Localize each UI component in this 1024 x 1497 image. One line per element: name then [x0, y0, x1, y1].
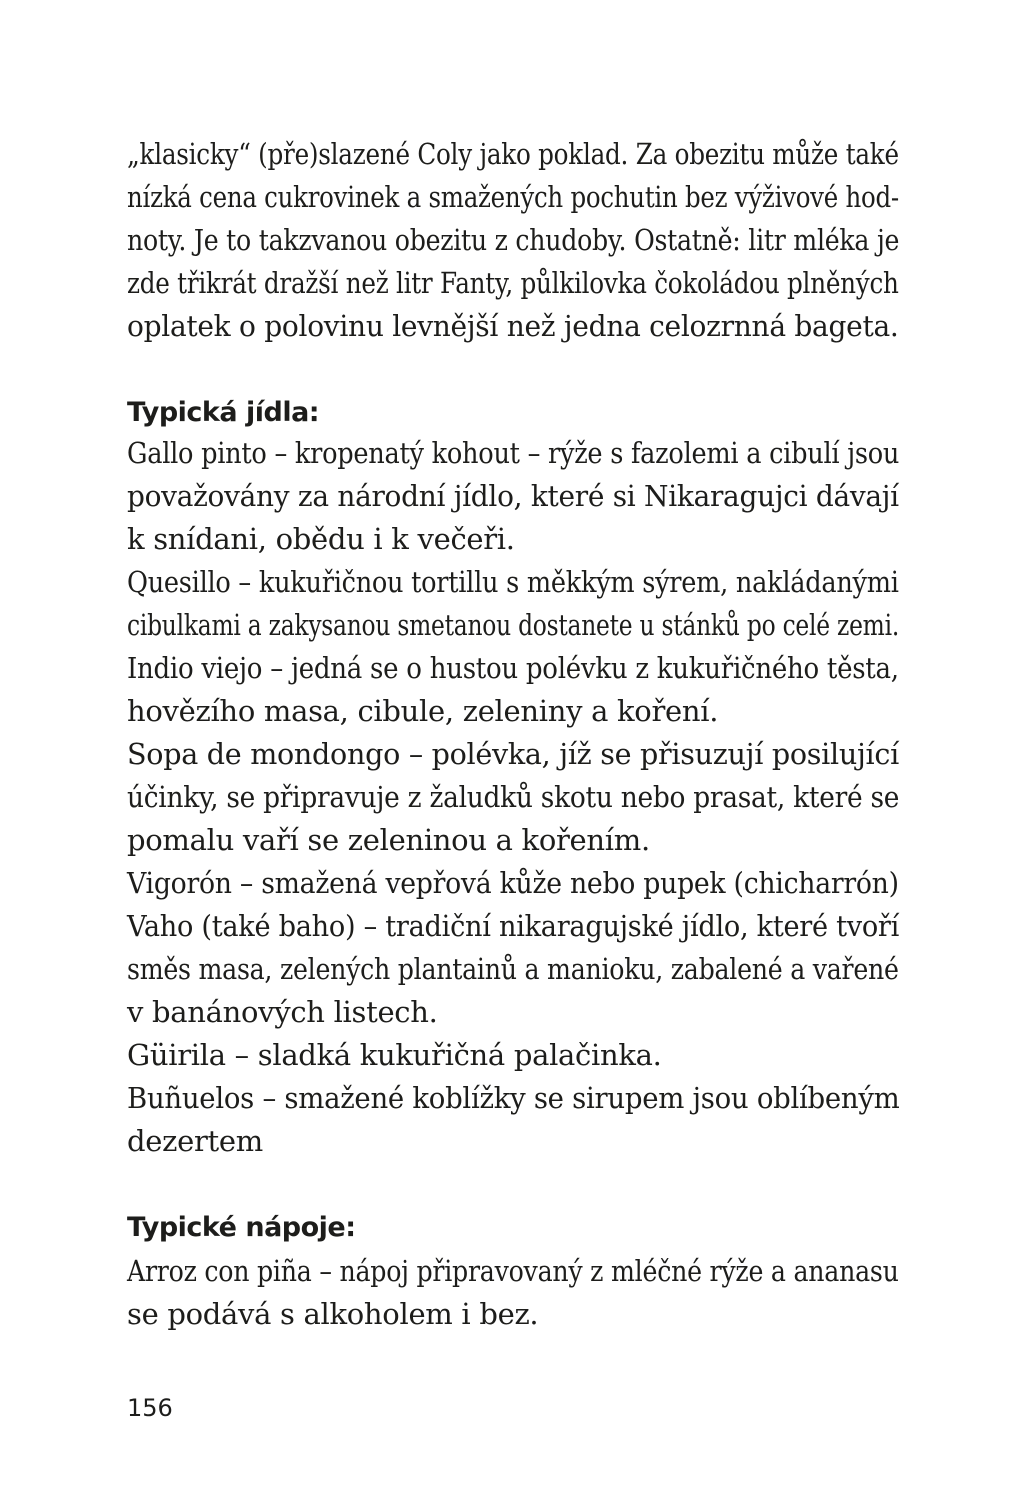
food-line: Vigorón – smažená vepřová kůže nebo pupek (chicharrón) [127, 866, 899, 900]
food-line: Buñuelos – smažené koblížky se sirupem jsou oblíbeným [127, 1081, 900, 1115]
food-line: Vaho (také baho) – tradiční nikaragujské jídlo, které tvoří [127, 909, 900, 943]
food-line: v banánových listech. [127, 995, 438, 1029]
food-line: Quesillo – kukuřičnou tortillu s měkkým sýrem, nakládanými [127, 565, 899, 599]
food-line: považovány za národní jídlo, které si Nikaragujci dávají [127, 479, 899, 513]
intro-line: „klasicky“ (pře)slazené Coly jako poklad. Za obezitu může také [127, 137, 899, 171]
food-line: Indio viejo – jedná se o hustou polévku z kukuřičného těsta, [127, 651, 899, 685]
page-number: 156 [127, 1394, 173, 1422]
intro-line: noty. Je to takzvanou obezitu z chudoby. Ostatně: litr mléka je [127, 223, 900, 257]
food-line: hovězího masa, cibule, zeleniny a koření. [127, 694, 719, 728]
food-line: cibulkami a zakysanou smetanou dostanete u stánků po celé zemi. [127, 608, 900, 642]
food-line: dezertem [127, 1124, 263, 1158]
intro-line: nízká cena cukrovinek a smažených pochutin bez výživové hod- [127, 180, 899, 214]
drinks-heading: Typické nápoje: [127, 1212, 356, 1243]
food-line: Gallo pinto – kropenatý kohout – rýže s fazolemi a cibulí jsou [127, 436, 900, 470]
drink-line: Arroz con piña – nápoj připravovaný z mléčné rýže a ananasu [127, 1254, 899, 1288]
intro-line: oplatek o polovinu levnější než jedna celozrnná bageta. [127, 309, 899, 343]
food-line: Sopa de mondongo – polévka, jíž se přisuzují posilující [127, 737, 899, 771]
intro-line: zde třikrát dražší než litr Fanty, půlkilovka čokoládou plněných [127, 266, 899, 300]
food-line: Güirila – sladká kukuřičná palačinka. [127, 1038, 662, 1072]
foods-heading: Typická jídla: [127, 397, 320, 428]
food-line: účinky, se připravuje z žaludků skotu nebo prasat, které se [127, 780, 900, 814]
drink-line: se podává s alkoholem i bez. [127, 1297, 539, 1331]
food-line: pomalu vaří se zeleninou a kořením. [127, 823, 650, 857]
food-line: směs masa, zelených plantainů a manioku, zabalené a vařené [127, 952, 899, 986]
food-line: k snídani, obědu i k večeři. [127, 522, 515, 556]
